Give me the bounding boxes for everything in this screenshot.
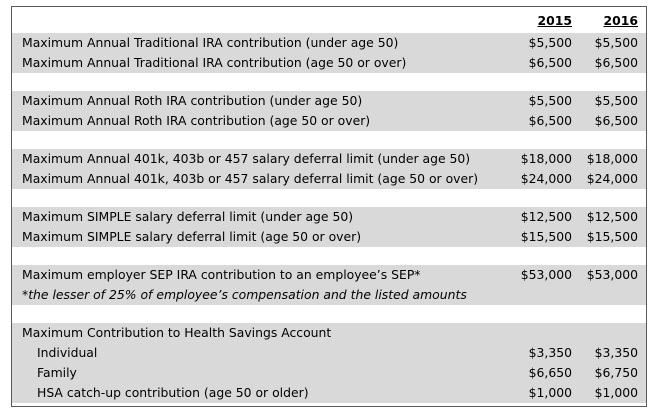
- row-label: Maximum SIMPLE salary deferral limit (under age 50): [22, 209, 354, 224]
- value-2016: $12,500: [586, 209, 638, 224]
- row-label: Maximum Annual Traditional IRA contribution (age 50 or over): [22, 55, 407, 70]
- table-row: [12, 363, 646, 383]
- value-2016: $5,500: [594, 93, 638, 108]
- table-row: [12, 227, 646, 247]
- row-label: HSA catch-up contribution (age 50 or older): [37, 385, 309, 400]
- table-row: [12, 343, 646, 363]
- row-label: Maximum SIMPLE salary deferral limit (age 50 or over): [22, 229, 362, 244]
- value-2016: $3,350: [594, 345, 638, 360]
- value-2016: $6,750: [594, 365, 638, 380]
- row-label: Individual: [37, 345, 98, 360]
- row-label: Maximum employer SEP IRA contribution to an employee’s SEP*: [22, 267, 421, 282]
- value-2016: $24,000: [586, 171, 638, 186]
- table-row: [12, 169, 646, 189]
- table-row: [12, 265, 646, 285]
- row-label: Maximum Annual 401k, 403b or 457 salary deferral limit (under age 50): [22, 151, 471, 166]
- table-row: [12, 91, 646, 111]
- row-label: Maximum Annual Roth IRA contribution (under age 50): [22, 93, 363, 108]
- row-label: Maximum Contribution to Health Savings Account: [22, 325, 332, 340]
- value-2015: $53,000: [520, 267, 572, 282]
- table-row: [12, 33, 646, 53]
- value-2015: $3,350: [528, 345, 572, 360]
- contribution-limits-table: [11, 6, 647, 407]
- value-2015: $15,500: [520, 229, 572, 244]
- value-2016: $15,500: [586, 229, 638, 244]
- value-2015: $5,500: [528, 93, 572, 108]
- table-row: [12, 149, 646, 169]
- table-row: [12, 207, 646, 227]
- value-2015: $5,500: [528, 35, 572, 50]
- value-2016: $1,000: [594, 385, 638, 400]
- value-2015: $6,650: [528, 365, 572, 380]
- row-label: Maximum Annual 401k, 403b or 457 salary deferral limit (age 50 or over): [22, 171, 479, 186]
- value-2015: $6,500: [528, 113, 572, 128]
- value-2016: $6,500: [594, 55, 638, 70]
- table-row: [12, 285, 646, 305]
- value-2015: $6,500: [528, 55, 572, 70]
- footnote-label: *the lesser of 25% of employee’s compensation and the listed amounts: [22, 287, 467, 302]
- value-2015: $18,000: [520, 151, 572, 166]
- table-row: [12, 53, 646, 73]
- table-row: [12, 111, 646, 131]
- row-label: Family: [37, 365, 77, 380]
- year-2016-header: 2016: [603, 13, 638, 28]
- row-label: Maximum Annual Traditional IRA contribution (under age 50): [22, 35, 399, 50]
- value-2015: $12,500: [520, 209, 572, 224]
- table-row: [12, 323, 646, 343]
- value-2016: $18,000: [586, 151, 638, 166]
- table-row: [12, 383, 646, 403]
- value-2016: $53,000: [586, 267, 638, 282]
- value-2015: $1,000: [528, 385, 572, 400]
- value-2016: $6,500: [594, 113, 638, 128]
- header-row: [12, 11, 646, 31]
- value-2016: $5,500: [594, 35, 638, 50]
- row-label: Maximum Annual Roth IRA contribution (age 50 or over): [22, 113, 371, 128]
- year-2015-header: 2015: [537, 13, 572, 28]
- value-2015: $24,000: [520, 171, 572, 186]
